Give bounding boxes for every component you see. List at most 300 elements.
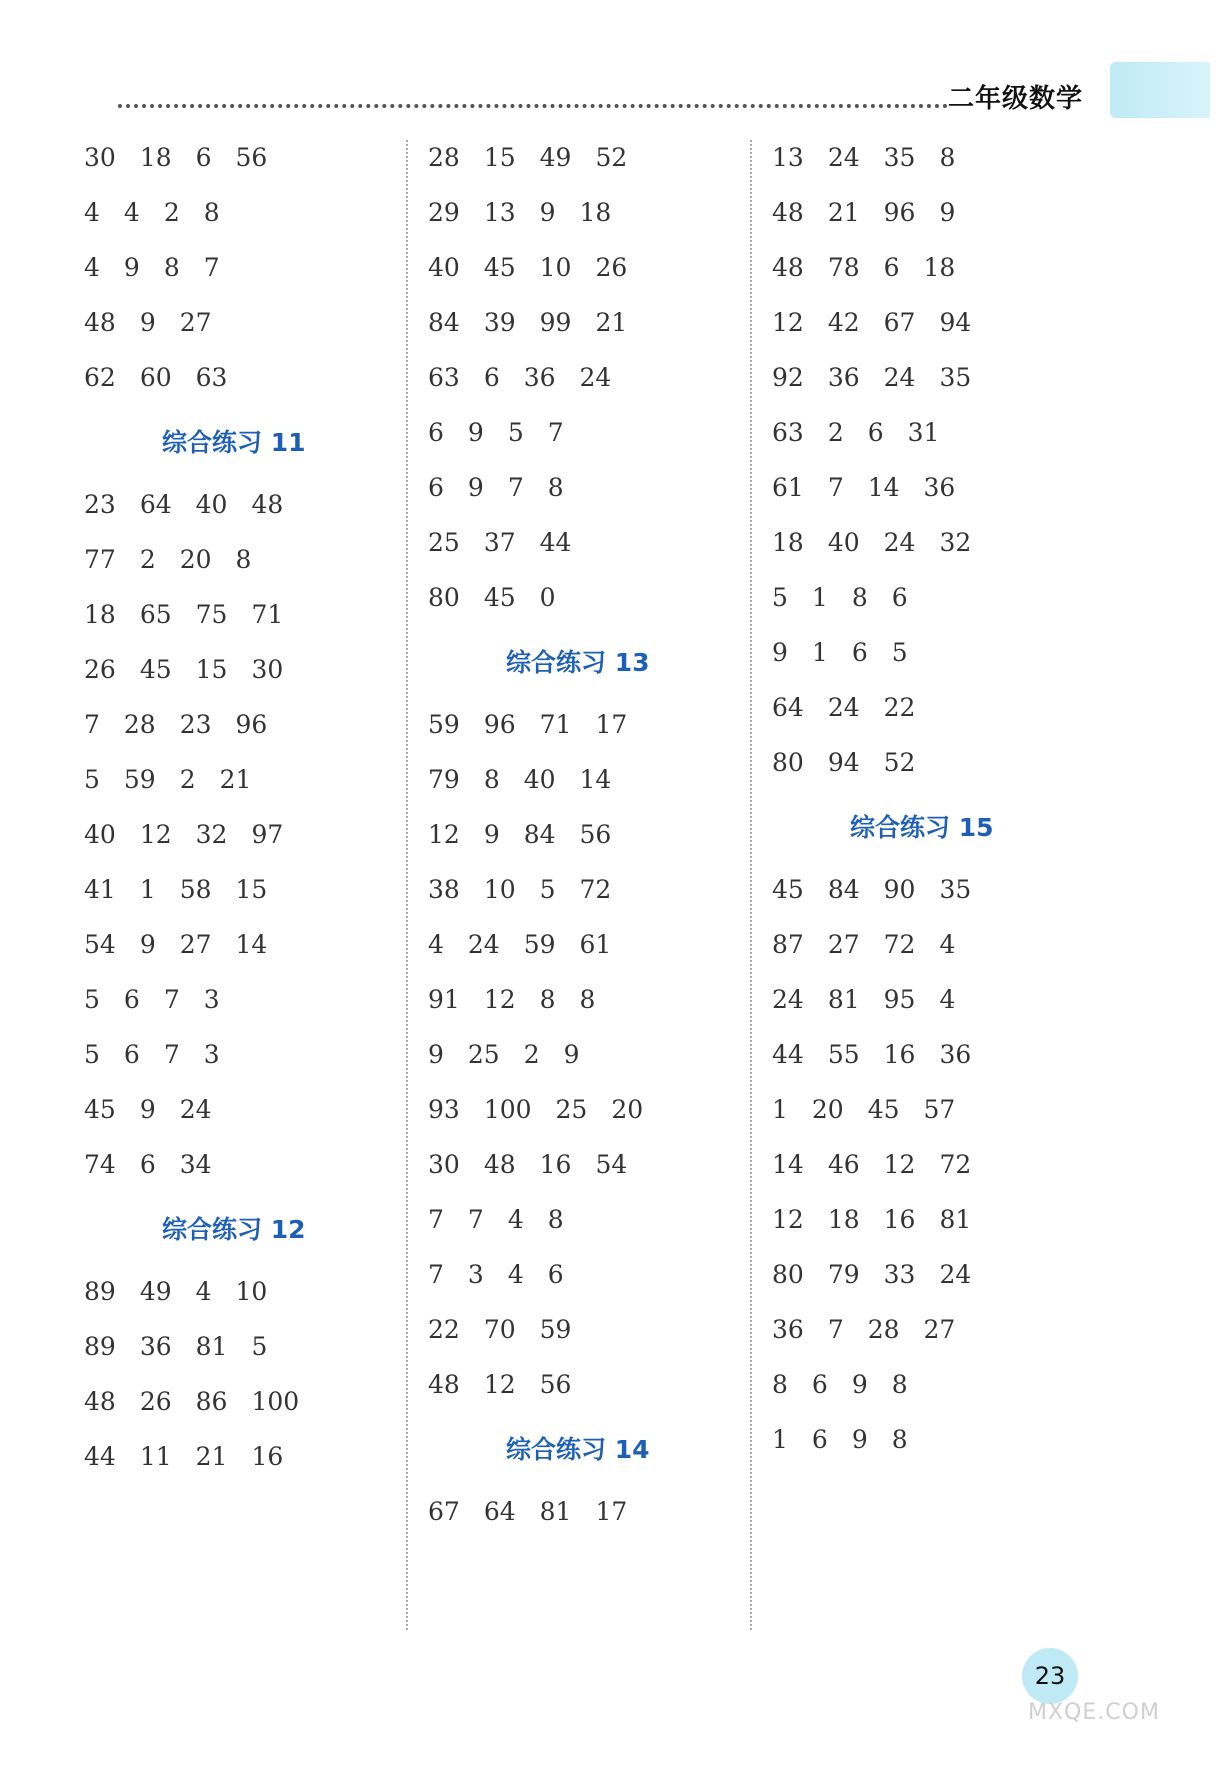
answer-value: 24 (467, 930, 500, 959)
answer-value: 6 (811, 1370, 828, 1399)
answer-row (428, 1247, 667, 1302)
answer-value: 8 (891, 1425, 908, 1454)
answer-value: 24 (827, 143, 860, 172)
answer-row (772, 295, 995, 350)
answer-value: 9 (851, 1370, 868, 1399)
answer-value: 44 (772, 1040, 804, 1069)
answer-value: 75 (195, 600, 228, 629)
answer-value: 22 (428, 1315, 460, 1344)
answer-value: 18 (772, 528, 804, 557)
answer-value: 45 (483, 253, 516, 282)
answer-value: 7 (547, 418, 564, 447)
answer-value: 7 (203, 253, 220, 282)
answer-row (772, 1357, 995, 1412)
answer-value: 100 (251, 1387, 300, 1416)
answer-row (772, 735, 995, 790)
answer-value: 8 (547, 473, 564, 502)
answer-value: 5 (891, 638, 908, 667)
answer-value: 34 (179, 1150, 212, 1179)
answer-value: 4 (84, 198, 100, 227)
answer-value: 25 (428, 528, 460, 557)
answer-value: 9 (939, 198, 956, 227)
answer-row (428, 862, 667, 917)
answer-value: 5 (772, 583, 788, 612)
answer-value: 3 (203, 1040, 220, 1069)
answer-row (428, 1137, 667, 1192)
answer-row (428, 697, 667, 752)
answer-value: 16 (883, 1205, 916, 1234)
answer-value: 28 (428, 143, 460, 172)
answer-value: 4 (428, 930, 444, 959)
answer-value: 54 (84, 930, 116, 959)
answer-value: 52 (595, 143, 628, 172)
answer-row (428, 295, 667, 350)
answer-row (84, 862, 323, 917)
answer-value: 20 (179, 545, 212, 574)
answer-value: 9 (467, 473, 484, 502)
answer-value: 14 (235, 930, 268, 959)
answer-value: 6 (123, 985, 140, 1014)
answer-value: 18 (579, 198, 612, 227)
answer-value: 36 (939, 1040, 972, 1069)
answer-value: 5 (84, 985, 100, 1014)
answer-row (772, 350, 995, 405)
answer-value: 16 (251, 1442, 284, 1471)
answer-row (772, 972, 995, 1027)
answer-value: 8 (939, 143, 956, 172)
answer-value: 4 (507, 1260, 524, 1289)
answer-value: 14 (867, 473, 900, 502)
answer-value: 72 (939, 1150, 972, 1179)
answer-value: 79 (428, 765, 460, 794)
answer-value: 48 (251, 490, 284, 519)
answer-value: 63 (195, 363, 228, 392)
answer-row (84, 185, 323, 240)
answer-value: 12 (483, 1370, 516, 1399)
answer-value: 1 (811, 638, 828, 667)
column-divider-2 (750, 140, 752, 1630)
answer-value: 8 (163, 253, 180, 282)
answer-value: 67 (428, 1497, 460, 1526)
page-number: 23 (1022, 1648, 1078, 1704)
answer-value: 36 (139, 1332, 172, 1361)
answer-value: 18 (923, 253, 956, 282)
answer-row (772, 680, 995, 735)
answer-value: 94 (827, 748, 860, 777)
answer-value: 40 (195, 490, 228, 519)
answer-value: 35 (939, 363, 972, 392)
answer-value: 23 (179, 710, 212, 739)
answer-value: 64 (772, 693, 804, 722)
answer-value: 95 (883, 985, 916, 1014)
answer-value: 30 (428, 1150, 460, 1179)
answer-row (84, 1027, 323, 1082)
answer-value: 100 (483, 1095, 532, 1124)
answer-row (428, 570, 667, 625)
answer-value: 1 (811, 583, 828, 612)
answer-value: 12 (883, 1150, 916, 1179)
answer-value: 12 (139, 820, 172, 849)
answer-value: 1 (139, 875, 156, 904)
answer-value: 81 (939, 1205, 972, 1234)
answer-value: 4 (939, 930, 956, 959)
answer-value: 8 (772, 1370, 788, 1399)
answer-value: 72 (579, 875, 612, 904)
answer-value: 15 (483, 143, 516, 172)
answer-value: 9 (139, 1095, 156, 1124)
answer-row (772, 460, 995, 515)
answer-value: 48 (84, 308, 116, 337)
answer-value: 72 (883, 930, 916, 959)
answer-row (428, 515, 667, 570)
answer-value: 32 (195, 820, 228, 849)
answer-value: 54 (595, 1150, 628, 1179)
answer-value: 77 (84, 545, 116, 574)
answer-row (772, 862, 995, 917)
answer-value: 25 (555, 1095, 588, 1124)
answer-value: 24 (939, 1260, 972, 1289)
answer-row (428, 1484, 667, 1539)
answer-value: 58 (179, 875, 212, 904)
answer-value: 40 (827, 528, 860, 557)
answer-value: 92 (772, 363, 804, 392)
answer-value: 84 (523, 820, 556, 849)
answer-value: 9 (139, 930, 156, 959)
answer-value: 40 (428, 253, 460, 282)
answer-value: 7 (827, 473, 844, 502)
answer-value: 59 (539, 1315, 572, 1344)
answer-value: 64 (483, 1497, 516, 1526)
answer-row (84, 532, 323, 587)
answer-value: 7 (507, 473, 524, 502)
answer-value: 40 (84, 820, 116, 849)
answer-value: 8 (579, 985, 596, 1014)
answer-row (84, 1319, 323, 1374)
answer-value: 87 (772, 930, 804, 959)
answer-value: 21 (195, 1442, 228, 1471)
answer-value: 9 (428, 1040, 444, 1069)
answer-row (84, 130, 323, 185)
answer-value: 5 (84, 1040, 100, 1069)
answer-value: 44 (539, 528, 572, 557)
answer-value: 24 (827, 693, 860, 722)
answer-value: 30 (84, 143, 116, 172)
answer-row (84, 917, 323, 972)
answer-row (428, 350, 667, 405)
answer-value: 9 (851, 1425, 868, 1454)
answer-value: 7 (84, 710, 100, 739)
answer-value: 27 (179, 308, 212, 337)
answer-value: 2 (139, 545, 156, 574)
answer-value: 28 (123, 710, 156, 739)
answer-value: 2 (179, 765, 196, 794)
answer-value: 80 (428, 583, 460, 612)
answer-value: 44 (84, 1442, 116, 1471)
answer-row (428, 460, 667, 515)
answer-value: 7 (163, 985, 180, 1014)
answer-value: 14 (579, 765, 612, 794)
answer-value: 2 (827, 418, 844, 447)
answer-value: 89 (84, 1277, 116, 1306)
answer-row (84, 972, 323, 1027)
answer-value: 56 (539, 1370, 572, 1399)
answer-value: 36 (772, 1315, 804, 1344)
answer-value: 96 (883, 198, 916, 227)
answer-row (84, 642, 323, 697)
answer-value: 25 (467, 1040, 500, 1069)
answer-value: 60 (139, 363, 172, 392)
answer-value: 6 (123, 1040, 140, 1069)
answer-value: 6 (811, 1425, 828, 1454)
answer-value: 55 (827, 1040, 860, 1069)
answer-value: 36 (827, 363, 860, 392)
answer-value: 96 (483, 710, 516, 739)
answer-value: 18 (84, 600, 116, 629)
answer-row (772, 185, 995, 240)
answer-value: 15 (195, 655, 228, 684)
answer-value: 33 (883, 1260, 916, 1289)
answer-value: 8 (539, 985, 556, 1014)
answer-value: 63 (428, 363, 460, 392)
answer-value: 16 (883, 1040, 916, 1069)
answer-value: 56 (235, 143, 268, 172)
answer-value: 23 (84, 490, 116, 519)
answer-value: 36 (923, 473, 956, 502)
answer-value: 6 (883, 253, 900, 282)
answer-row (84, 587, 323, 642)
answer-value: 18 (827, 1205, 860, 1234)
answer-row (428, 1192, 667, 1247)
answer-value: 80 (772, 748, 804, 777)
answer-value: 29 (428, 198, 460, 227)
answer-value: 38 (428, 875, 460, 904)
answer-value: 61 (579, 930, 612, 959)
section-heading: 综合练习 11 (162, 428, 306, 457)
answer-value: 8 (203, 198, 220, 227)
answer-value: 91 (428, 985, 460, 1014)
answer-row (772, 240, 995, 295)
answer-value: 8 (235, 545, 252, 574)
answer-value: 49 (139, 1277, 172, 1306)
answer-value: 56 (579, 820, 612, 849)
answer-value: 45 (772, 875, 804, 904)
answer-value: 45 (483, 583, 516, 612)
answer-value: 24 (579, 363, 612, 392)
answer-row (772, 130, 995, 185)
answer-value: 10 (235, 1277, 268, 1306)
answer-value: 11 (139, 1442, 172, 1471)
answer-value: 4 (507, 1205, 524, 1234)
watermark-text: MXQE.COM (1028, 1700, 1160, 1725)
answer-value: 84 (827, 875, 860, 904)
answer-value: 10 (483, 875, 516, 904)
answer-value: 94 (939, 308, 972, 337)
answer-row (772, 917, 995, 972)
answer-value: 59 (428, 710, 460, 739)
answer-row (772, 1027, 995, 1082)
answer-value: 8 (483, 765, 500, 794)
answer-row (428, 1027, 667, 1082)
answer-value: 81 (539, 1497, 572, 1526)
answer-value: 63 (772, 418, 804, 447)
page-header (0, 0, 1217, 140)
answer-row (772, 1082, 995, 1137)
answer-row (428, 972, 667, 1027)
answer-value: 32 (939, 528, 972, 557)
answer-row (84, 240, 323, 295)
answer-value: 97 (251, 820, 284, 849)
answer-value: 2 (523, 1040, 540, 1069)
answer-column-1 (84, 130, 323, 1484)
answer-value: 62 (84, 363, 116, 392)
answer-row (428, 185, 667, 240)
answer-value: 2 (163, 198, 180, 227)
answer-value: 9 (123, 253, 140, 282)
answer-value: 64 (139, 490, 172, 519)
answer-value: 35 (883, 143, 916, 172)
answer-column-2 (428, 130, 667, 1539)
answer-value: 5 (84, 765, 100, 794)
answer-row (84, 752, 323, 807)
answer-value: 6 (195, 143, 212, 172)
answer-value: 79 (827, 1260, 860, 1289)
answer-value: 93 (428, 1095, 460, 1124)
answer-value: 12 (772, 1205, 804, 1234)
answer-value: 27 (179, 930, 212, 959)
answer-row (772, 1412, 995, 1467)
answer-value: 67 (883, 308, 916, 337)
answer-value: 24 (883, 363, 916, 392)
answer-value: 42 (827, 308, 860, 337)
answer-value: 7 (163, 1040, 180, 1069)
answer-value: 61 (772, 473, 804, 502)
answer-value: 48 (772, 253, 804, 282)
answer-row (772, 625, 995, 680)
answer-value: 24 (772, 985, 804, 1014)
answer-value: 26 (595, 253, 628, 282)
answer-value: 8 (851, 583, 868, 612)
answer-value: 49 (539, 143, 572, 172)
answer-value: 13 (483, 198, 516, 227)
answer-value: 12 (772, 308, 804, 337)
answer-row (772, 1192, 995, 1247)
answer-row (84, 477, 323, 532)
answer-row (428, 240, 667, 295)
answer-value: 27 (923, 1315, 956, 1344)
section-heading: 综合练习 15 (850, 813, 994, 842)
answer-value: 18 (139, 143, 172, 172)
answer-value: 20 (811, 1095, 844, 1124)
header-tab-decoration (1110, 62, 1210, 118)
section-heading: 综合练习 14 (506, 1435, 650, 1464)
answer-value: 21 (219, 765, 252, 794)
answer-value: 17 (595, 1497, 628, 1526)
answer-value: 8 (891, 1370, 908, 1399)
answer-value: 80 (772, 1260, 804, 1289)
answer-row (428, 130, 667, 185)
answer-row (772, 570, 995, 625)
answer-value: 3 (203, 985, 220, 1014)
answer-value: 45 (139, 655, 172, 684)
answer-value: 3 (467, 1260, 484, 1289)
answer-value: 41 (84, 875, 116, 904)
answer-value: 4 (939, 985, 956, 1014)
answer-value: 12 (428, 820, 460, 849)
answer-value: 4 (123, 198, 140, 227)
answer-row (428, 405, 667, 460)
answer-value: 81 (827, 985, 860, 1014)
answer-value: 5 (507, 418, 524, 447)
answer-value: 7 (428, 1260, 444, 1289)
answer-value: 90 (883, 875, 916, 904)
answer-value: 6 (547, 1260, 564, 1289)
answer-value: 57 (923, 1095, 956, 1124)
answer-value: 65 (139, 600, 172, 629)
answer-value: 6 (891, 583, 908, 612)
answer-value: 48 (428, 1370, 460, 1399)
answer-value: 39 (483, 308, 516, 337)
answer-value: 96 (235, 710, 268, 739)
answer-value: 5 (251, 1332, 268, 1361)
answer-value: 28 (867, 1315, 900, 1344)
answer-value: 30 (251, 655, 284, 684)
answer-row (84, 697, 323, 752)
answer-value: 84 (428, 308, 460, 337)
answer-value: 16 (539, 1150, 572, 1179)
answer-value: 6 (139, 1150, 156, 1179)
answer-row (84, 350, 323, 405)
answer-value: 17 (595, 710, 628, 739)
answer-row (428, 1082, 667, 1137)
answer-value: 26 (84, 655, 116, 684)
answer-value: 15 (235, 875, 268, 904)
answer-value: 13 (772, 143, 804, 172)
answer-value: 7 (428, 1205, 444, 1234)
answer-value: 89 (84, 1332, 116, 1361)
answer-value: 21 (595, 308, 628, 337)
answer-row (84, 1429, 323, 1484)
answer-value: 71 (251, 600, 284, 629)
answer-row (84, 295, 323, 350)
answer-value: 59 (123, 765, 156, 794)
answer-value: 31 (907, 418, 940, 447)
answer-value: 24 (179, 1095, 212, 1124)
answer-value: 52 (883, 748, 916, 777)
answer-value: 7 (827, 1315, 844, 1344)
answer-row (84, 1137, 323, 1192)
answer-row (428, 1357, 667, 1412)
answer-value: 71 (539, 710, 572, 739)
answer-value: 48 (84, 1387, 116, 1416)
answer-value: 5 (539, 875, 556, 904)
answer-value: 6 (483, 363, 500, 392)
answer-value: 12 (483, 985, 516, 1014)
answer-value: 99 (539, 308, 572, 337)
answer-value: 9 (467, 418, 484, 447)
answer-value: 40 (523, 765, 556, 794)
answer-row (84, 1374, 323, 1429)
answer-value: 9 (139, 308, 156, 337)
answer-value: 9 (563, 1040, 580, 1069)
answer-value: 86 (195, 1387, 228, 1416)
answer-value: 20 (611, 1095, 644, 1124)
answer-value: 1 (772, 1095, 788, 1124)
answer-value: 6 (867, 418, 884, 447)
answer-row (772, 1137, 995, 1192)
answer-column-3 (772, 130, 995, 1467)
answer-row (772, 1247, 995, 1302)
header-title: 二年级数学 (948, 84, 1084, 114)
